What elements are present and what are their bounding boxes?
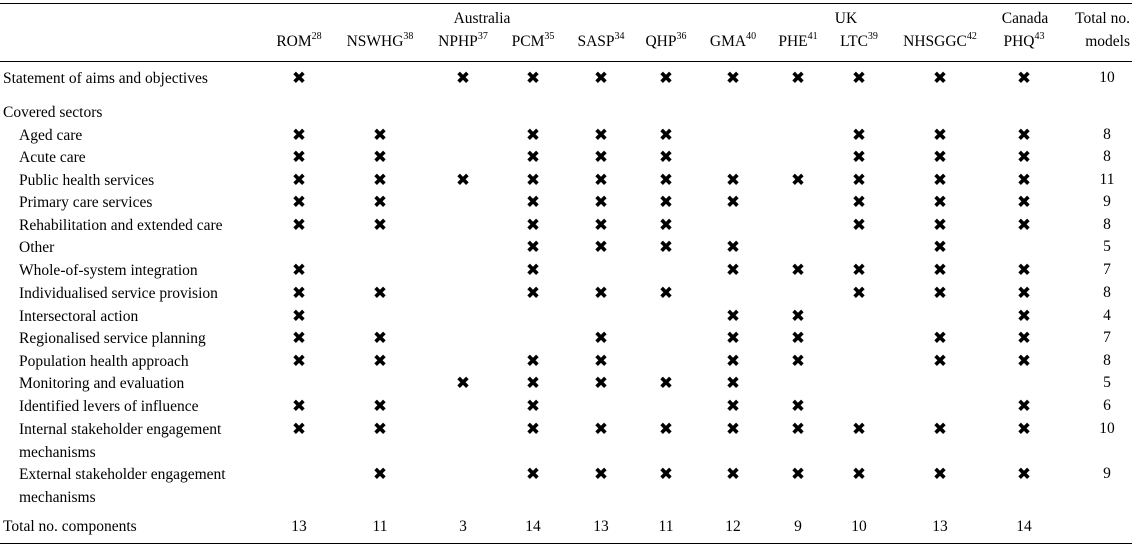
cross-mark-icon: ✖	[851, 419, 867, 440]
row-total: 8	[1103, 148, 1111, 165]
column-header-name: NHSGGC	[903, 33, 967, 50]
cross-mark-icon: ✖	[725, 396, 741, 417]
cross-mark-icon: ✖	[291, 396, 307, 417]
row-label: Aged care	[19, 127, 83, 144]
cross-mark-icon: ✖	[1016, 396, 1032, 417]
cross-mark-icon: ✖	[1016, 328, 1032, 349]
cross-mark-icon: ✖	[725, 373, 741, 394]
column-header	[840, 30, 878, 51]
cross-mark-icon: ✖	[372, 215, 388, 236]
column-header-name: PCM	[511, 33, 545, 50]
cross-mark-icon: ✖	[291, 260, 307, 281]
cross-mark-icon: ✖	[372, 125, 388, 146]
column-header-ref: 42	[966, 30, 977, 42]
cross-mark-icon: ✖	[790, 328, 806, 349]
cross-mark-icon: ✖	[658, 464, 674, 485]
cross-mark-icon: ✖	[790, 306, 806, 327]
cross-mark-icon: ✖	[372, 464, 388, 485]
cross-mark-icon: ✖	[790, 260, 806, 281]
cross-mark-icon: ✖	[525, 170, 541, 191]
cross-mark-icon: ✖	[658, 125, 674, 146]
row-label: Population health approach	[19, 353, 189, 370]
row-label: Regionalised service planning	[19, 330, 206, 347]
cross-mark-icon: ✖	[851, 170, 867, 191]
cross-mark-icon: ✖	[291, 215, 307, 236]
row-total: 8	[1103, 126, 1111, 143]
cross-mark-icon: ✖	[1016, 170, 1032, 191]
cross-mark-icon: ✖	[291, 125, 307, 146]
cross-mark-icon: ✖	[593, 464, 609, 485]
row-total: 9	[1103, 465, 1111, 482]
cross-mark-icon: ✖	[658, 419, 674, 440]
cross-mark-icon: ✖	[932, 328, 948, 349]
cross-mark-icon: ✖	[851, 147, 867, 168]
cross-mark-icon: ✖	[525, 373, 541, 394]
row-total: 5	[1103, 238, 1111, 255]
cross-mark-icon: ✖	[790, 68, 806, 89]
table-bottom-rule	[0, 543, 1132, 544]
column-header-name: PHE	[778, 33, 808, 50]
cross-mark-icon: ✖	[525, 351, 541, 372]
cross-mark-icon: ✖	[932, 351, 948, 372]
row-total: 8	[1103, 284, 1111, 301]
cross-mark-icon: ✖	[932, 170, 948, 191]
cross-mark-icon: ✖	[851, 260, 867, 281]
cross-mark-icon: ✖	[790, 464, 806, 485]
row-label: Intersectoral action	[19, 308, 139, 325]
row-label: Whole-of-system integration	[19, 262, 198, 279]
row-total: 9	[1103, 193, 1111, 210]
cross-mark-icon: ✖	[525, 464, 541, 485]
column-header-ref: 34	[614, 30, 625, 42]
cross-mark-icon: ✖	[291, 283, 307, 304]
cross-mark-icon: ✖	[851, 125, 867, 146]
row-label: Other	[19, 239, 55, 256]
footer-total-value: 3	[459, 518, 467, 535]
row-label: Covered sectors	[3, 104, 103, 121]
cross-mark-icon: ✖	[725, 68, 741, 89]
column-header	[577, 30, 625, 51]
cross-mark-icon: ✖	[525, 260, 541, 281]
cross-mark-icon: ✖	[790, 419, 806, 440]
column-header-ref: 36	[676, 30, 687, 42]
cross-mark-icon: ✖	[1016, 147, 1032, 168]
column-header-name: NSWHG	[346, 33, 404, 50]
cross-mark-icon: ✖	[593, 351, 609, 372]
row-total: 10	[1099, 69, 1115, 86]
cross-mark-icon: ✖	[291, 170, 307, 191]
cross-mark-icon: ✖	[525, 68, 541, 89]
cross-mark-icon: ✖	[593, 68, 609, 89]
column-header-ref: 37	[477, 30, 488, 42]
cross-mark-icon: ✖	[525, 125, 541, 146]
cross-mark-icon: ✖	[932, 237, 948, 258]
cross-mark-icon: ✖	[291, 351, 307, 372]
table-header-rule	[0, 61, 1132, 62]
cross-mark-icon: ✖	[851, 215, 867, 236]
cross-mark-icon: ✖	[932, 283, 948, 304]
row-total: 10	[1099, 420, 1115, 437]
cross-mark-icon: ✖	[372, 328, 388, 349]
row-total: 8	[1103, 352, 1111, 369]
column-header	[276, 30, 322, 51]
footer-total-value: 9	[794, 518, 802, 535]
cross-mark-icon: ✖	[725, 237, 741, 258]
group-header-uk: UK	[834, 10, 858, 27]
table-top-rule	[0, 3, 1132, 4]
column-header	[438, 30, 488, 51]
cross-mark-icon: ✖	[1016, 68, 1032, 89]
cross-mark-icon: ✖	[593, 237, 609, 258]
cross-mark-icon: ✖	[525, 237, 541, 258]
row-label: Monitoring and evaluation	[19, 375, 185, 392]
row-total: 11	[1099, 171, 1115, 188]
cross-mark-icon: ✖	[1016, 306, 1032, 327]
cross-mark-icon: ✖	[593, 125, 609, 146]
row-total: 5	[1103, 374, 1111, 391]
cross-mark-icon: ✖	[658, 215, 674, 236]
cross-mark-icon: ✖	[658, 192, 674, 213]
cross-mark-icon: ✖	[932, 419, 948, 440]
cross-mark-icon: ✖	[525, 192, 541, 213]
column-header-name: QHP	[645, 33, 677, 50]
row-label: Rehabilitation and extended care	[19, 217, 223, 234]
row-label: Statement of aims and objectives	[3, 70, 208, 87]
row-total: 7	[1103, 329, 1111, 346]
cross-mark-icon: ✖	[1016, 351, 1032, 372]
footer-total-value: 11	[658, 518, 674, 535]
cross-mark-icon: ✖	[851, 68, 867, 89]
cross-mark-icon: ✖	[372, 283, 388, 304]
cross-mark-icon: ✖	[932, 464, 948, 485]
cross-mark-icon: ✖	[725, 260, 741, 281]
cross-mark-icon: ✖	[291, 419, 307, 440]
column-header-ref: 43	[1034, 30, 1045, 42]
cross-mark-icon: ✖	[593, 419, 609, 440]
column-header	[778, 30, 818, 51]
column-header-name: PHQ	[1003, 33, 1035, 50]
cross-mark-icon: ✖	[593, 192, 609, 213]
footer-total-value: 11	[372, 518, 388, 535]
cross-mark-icon: ✖	[593, 215, 609, 236]
footer-total-value: 13	[593, 518, 609, 535]
cross-mark-icon: ✖	[658, 68, 674, 89]
cross-mark-icon: ✖	[725, 306, 741, 327]
cross-mark-icon: ✖	[593, 328, 609, 349]
cross-mark-icon: ✖	[725, 328, 741, 349]
column-header-name: SASP	[577, 33, 615, 50]
cross-mark-icon: ✖	[725, 351, 741, 372]
cross-mark-icon: ✖	[851, 283, 867, 304]
column-header-ref: 39	[867, 30, 878, 42]
cross-mark-icon: ✖	[525, 215, 541, 236]
footer-label: Total no. components	[3, 518, 137, 535]
group-header-canada: Canada	[1001, 10, 1049, 27]
row-label: Individualised service provision	[19, 285, 218, 302]
column-header-ref: 35	[544, 30, 555, 42]
cross-mark-icon: ✖	[658, 170, 674, 191]
cross-mark-icon: ✖	[851, 464, 867, 485]
row-label: Public health services	[19, 172, 155, 189]
cross-mark-icon: ✖	[1016, 215, 1032, 236]
total-models-header-line2: models	[1085, 33, 1130, 50]
cross-mark-icon: ✖	[932, 260, 948, 281]
cross-mark-icon: ✖	[1016, 283, 1032, 304]
cross-mark-icon: ✖	[372, 419, 388, 440]
cross-mark-icon: ✖	[658, 373, 674, 394]
cross-mark-icon: ✖	[291, 192, 307, 213]
cross-mark-icon: ✖	[1016, 419, 1032, 440]
cross-mark-icon: ✖	[525, 396, 541, 417]
cross-mark-icon: ✖	[525, 147, 541, 168]
cross-mark-icon: ✖	[455, 170, 471, 191]
column-header-name: LTC	[840, 33, 868, 50]
cross-mark-icon: ✖	[658, 237, 674, 258]
cross-mark-icon: ✖	[372, 147, 388, 168]
cross-mark-icon: ✖	[291, 306, 307, 327]
cross-mark-icon: ✖	[725, 419, 741, 440]
cross-mark-icon: ✖	[725, 464, 741, 485]
cross-mark-icon: ✖	[790, 170, 806, 191]
footer-total-value: 10	[851, 518, 867, 535]
column-header-ref: 41	[807, 30, 818, 42]
row-total: 7	[1103, 261, 1111, 278]
footer-total-value: 13	[291, 518, 307, 535]
cross-mark-icon: ✖	[372, 170, 388, 191]
cross-mark-icon: ✖	[932, 68, 948, 89]
cross-mark-icon: ✖	[658, 147, 674, 168]
row-total: 6	[1103, 397, 1111, 414]
column-header	[645, 30, 687, 51]
cross-mark-icon: ✖	[851, 192, 867, 213]
cross-mark-icon: ✖	[932, 125, 948, 146]
cross-mark-icon: ✖	[725, 192, 741, 213]
cross-mark-icon: ✖	[725, 170, 741, 191]
column-header-name: ROM	[276, 33, 312, 50]
group-header-australia: Australia	[453, 10, 511, 27]
row-total: 8	[1103, 216, 1111, 233]
cross-mark-icon: ✖	[525, 283, 541, 304]
cross-mark-icon: ✖	[1016, 464, 1032, 485]
column-header-ref: 28	[311, 30, 322, 42]
column-header-ref: 38	[403, 30, 414, 42]
footer-total-value: 14	[1016, 518, 1032, 535]
column-header	[346, 30, 414, 51]
column-header	[511, 30, 555, 51]
cross-mark-icon: ✖	[1016, 192, 1032, 213]
row-label: External stakeholder engagement mechanisms	[19, 466, 226, 506]
cross-mark-icon: ✖	[932, 192, 948, 213]
cross-mark-icon: ✖	[1016, 125, 1032, 146]
column-header	[1003, 30, 1045, 51]
row-label: Primary care services	[19, 194, 153, 211]
footer-total-value: 12	[725, 518, 741, 535]
cross-mark-icon: ✖	[525, 419, 541, 440]
cross-mark-icon: ✖	[593, 170, 609, 191]
column-header-name: NPHP	[438, 33, 478, 50]
cross-mark-icon: ✖	[593, 283, 609, 304]
cross-mark-icon: ✖	[658, 283, 674, 304]
column-header-name: GMA	[709, 33, 747, 50]
column-header	[903, 30, 977, 51]
column-header	[709, 30, 757, 51]
cross-mark-icon: ✖	[790, 351, 806, 372]
cross-mark-icon: ✖	[372, 351, 388, 372]
cross-mark-icon: ✖	[372, 192, 388, 213]
cross-mark-icon: ✖	[455, 373, 471, 394]
row-label: Internal stakeholder engagement mechanisms	[19, 421, 222, 461]
cross-mark-icon: ✖	[291, 328, 307, 349]
cross-mark-icon: ✖	[593, 373, 609, 394]
cross-mark-icon: ✖	[593, 147, 609, 168]
cross-mark-icon: ✖	[932, 147, 948, 168]
row-total: 4	[1103, 307, 1111, 324]
cross-mark-icon: ✖	[291, 68, 307, 89]
footer-total-value: 13	[932, 518, 948, 535]
cross-mark-icon: ✖	[1016, 260, 1032, 281]
total-models-header-line1: Total no.	[1075, 10, 1130, 27]
cross-mark-icon: ✖	[291, 147, 307, 168]
row-label: Acute care	[19, 149, 86, 166]
footer-total-value: 14	[525, 518, 541, 535]
cross-mark-icon: ✖	[790, 396, 806, 417]
row-label: Identified levers of influence	[19, 398, 199, 415]
cross-mark-icon: ✖	[932, 215, 948, 236]
cross-mark-icon: ✖	[455, 68, 471, 89]
cross-mark-icon: ✖	[372, 396, 388, 417]
column-header-ref: 40	[746, 30, 757, 42]
